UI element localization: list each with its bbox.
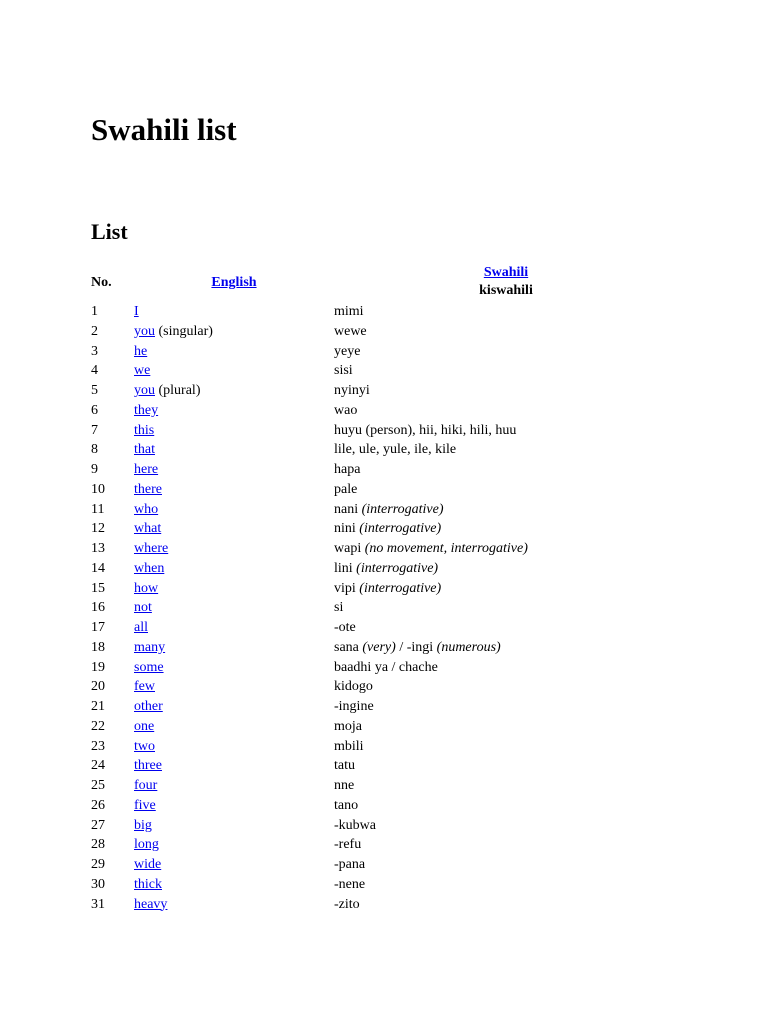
english-word-link[interactable]: four: [134, 778, 158, 793]
english-word-link[interactable]: thick: [134, 876, 162, 892]
english-cell: [134, 796, 156, 816]
table-row: [91, 816, 731, 836]
swahili-cell: [334, 717, 362, 737]
table-row: [91, 361, 731, 381]
row-number: 10: [91, 481, 105, 497]
row-number: 4: [91, 363, 98, 379]
english-word-link[interactable]: I: [134, 304, 139, 319]
row-number: 28: [91, 837, 105, 853]
english-cell: [134, 598, 152, 618]
row-number: 29: [91, 857, 105, 872]
swahili-cell: [334, 855, 365, 875]
english-note: (plural): [155, 383, 201, 398]
english-cell: [134, 895, 167, 915]
english-word-link[interactable]: he: [134, 343, 148, 359]
english-word-link[interactable]: that: [134, 442, 155, 458]
swahili-text: yeye: [334, 343, 361, 359]
english-cell: [134, 440, 155, 460]
table-row: [91, 539, 731, 559]
swahili-annotation: (very): [362, 639, 396, 655]
swahili-text: mbili: [334, 738, 364, 754]
row-number: 24: [91, 758, 105, 774]
table-row: [91, 835, 731, 855]
row-number: 17: [91, 620, 105, 635]
swahili-cell: [334, 500, 444, 520]
english-cell: [134, 618, 148, 638]
english-cell: [134, 559, 164, 579]
swahili-cell: [334, 796, 358, 816]
english-word-link[interactable]: long: [134, 837, 159, 853]
english-word-link[interactable]: who: [134, 501, 159, 517]
column-header-english: [134, 274, 334, 292]
swahili-cell: [334, 539, 528, 559]
swahili-cell: [334, 638, 501, 658]
swahili-cell: [334, 342, 360, 362]
table-row: [91, 796, 731, 816]
swahili-annotation: (interrogative): [359, 580, 442, 596]
swahili-text: -nene: [334, 876, 366, 892]
english-word-link[interactable]: three: [134, 758, 162, 774]
table-row: [91, 440, 731, 460]
english-word-link[interactable]: you: [134, 323, 155, 339]
swahili-text: pale: [334, 481, 358, 497]
swahili-cell: [334, 302, 364, 322]
english-cell: [134, 638, 165, 658]
swahili-text: nne: [334, 778, 355, 793]
swahili-cell: [334, 875, 365, 895]
row-number: 27: [91, 817, 105, 833]
swahili-annotation: (interrogative): [356, 560, 439, 576]
swahili-cell: [334, 559, 438, 579]
row-number: 20: [91, 679, 105, 695]
english-word-link[interactable]: when: [134, 560, 165, 576]
row-number: 11: [91, 501, 105, 517]
row-number: 14: [91, 560, 105, 576]
english-word-link[interactable]: how: [134, 580, 159, 596]
english-cell: [134, 579, 158, 599]
swahili-annotation: (numerous): [436, 639, 501, 655]
swahili-cell: [334, 440, 456, 460]
swahili-cell: [334, 895, 360, 915]
english-cell: [134, 816, 152, 836]
swahili-text: sisi: [334, 363, 353, 379]
swahili-annotation: (interrogative): [361, 501, 444, 517]
english-word-link[interactable]: all: [134, 620, 148, 635]
table-row: [91, 342, 731, 362]
swahili-text: lile, ule, yule, ile, kile: [334, 442, 457, 458]
row-number: 7: [91, 422, 98, 438]
swahili-cell: [334, 835, 361, 855]
swahili-text: -ingine: [334, 699, 374, 714]
swahili-cell: [334, 401, 357, 421]
english-cell: [134, 717, 154, 737]
swahili-cell: [334, 421, 516, 441]
table-row: [91, 855, 731, 875]
english-word-link[interactable]: heavy: [134, 896, 168, 912]
english-word-link[interactable]: not: [134, 600, 152, 616]
swahili-text: vipi: [334, 580, 360, 596]
row-number: 13: [91, 541, 105, 556]
row-number: 18: [91, 639, 105, 655]
swahili-cell: [334, 697, 374, 717]
english-cell: [134, 658, 164, 678]
english-cell: [134, 342, 147, 362]
english-word-link[interactable]: you: [134, 383, 155, 398]
swahili-cell: [334, 579, 441, 599]
table-row: [91, 519, 731, 539]
english-word-link[interactable]: this: [134, 422, 155, 438]
english-cell: [134, 677, 155, 697]
row-number: 26: [91, 797, 105, 813]
english-cell: [134, 381, 200, 401]
swahili-header-link[interactable]: Swahili: [483, 265, 529, 280]
english-word-link[interactable]: where: [134, 541, 169, 556]
swahili-text: huyu (person), hii, hiki, hili, huu: [334, 422, 517, 438]
table-row: [91, 302, 731, 322]
swahili-cell: [334, 460, 360, 480]
page-title: Swahili list: [91, 112, 237, 147]
column-header-no: No.: [91, 275, 112, 290]
english-cell: [134, 539, 168, 559]
row-number: 25: [91, 778, 105, 793]
swahili-text: nani: [334, 501, 362, 517]
row-number: 5: [91, 383, 98, 398]
table-row: [91, 638, 731, 658]
row-number: 12: [91, 521, 105, 537]
english-word-link[interactable]: other: [134, 699, 163, 714]
swahili-text: tatu: [334, 758, 355, 774]
table-row: [91, 421, 731, 441]
swahili-text: -zito: [334, 896, 360, 912]
swahili-text: moja: [334, 718, 362, 734]
row-number: 9: [91, 462, 98, 477]
table-row: [91, 579, 731, 599]
english-word-link[interactable]: what: [134, 521, 162, 537]
swahili-native-label: kiswahili: [479, 283, 533, 298]
swahili-text: tano: [334, 797, 359, 813]
row-number: 6: [91, 402, 98, 418]
english-cell: [134, 756, 162, 776]
table-row: [91, 875, 731, 895]
english-cell: [134, 737, 155, 757]
table-row: [91, 598, 731, 618]
table-row: [91, 658, 731, 678]
swahili-text: wao: [334, 402, 358, 418]
column-header-swahili: [435, 264, 577, 300]
swahili-text: nyinyi: [334, 383, 370, 398]
row-number: 2: [91, 323, 98, 339]
english-cell: [134, 875, 162, 895]
english-word-link[interactable]: wide: [134, 857, 162, 872]
english-cell: [134, 322, 213, 342]
table-row: [91, 480, 731, 500]
english-cell: [134, 697, 163, 717]
english-word-link[interactable]: here: [134, 462, 159, 477]
table-row: [91, 717, 731, 737]
english-cell: [134, 302, 139, 322]
english-word-link[interactable]: we: [134, 363, 151, 379]
row-number: 15: [91, 580, 105, 596]
english-header-link[interactable]: English: [211, 275, 257, 290]
english-cell: [134, 855, 161, 875]
swahili-annotation: (interrogative): [359, 521, 442, 537]
english-cell: [134, 480, 162, 500]
swahili-cell: [334, 361, 353, 381]
english-cell: [134, 519, 161, 539]
english-word-link[interactable]: some: [134, 659, 164, 675]
swahili-cell: [334, 598, 343, 618]
english-cell: [134, 460, 158, 480]
row-number: 23: [91, 738, 105, 754]
row-number: 31: [91, 896, 105, 912]
table-row: [91, 559, 731, 579]
table-row: [91, 460, 731, 480]
english-cell: [134, 776, 157, 796]
english-note: (singular): [155, 323, 213, 339]
table-row: [91, 677, 731, 697]
table-header: [91, 262, 731, 302]
row-number: 1: [91, 304, 98, 319]
swahili-text: -ote: [334, 620, 356, 635]
english-word-link[interactable]: big: [134, 817, 152, 833]
swahili-cell: [334, 322, 367, 342]
swahili-cell: [334, 756, 355, 776]
swahili-text: kidogo: [334, 679, 373, 695]
table-row: [91, 381, 731, 401]
swahili-annotation: (no movement, interrogative): [364, 541, 528, 556]
table-row: [91, 401, 731, 421]
swahili-text: -kubwa: [334, 817, 376, 833]
row-number: 19: [91, 659, 105, 675]
row-number: 3: [91, 343, 98, 359]
swahili-cell: [334, 677, 373, 697]
table-row: [91, 895, 731, 915]
english-word-link[interactable]: there: [134, 481, 162, 497]
swahili-text: mimi: [334, 304, 364, 319]
swahili-text: wewe: [334, 323, 367, 339]
swahili-cell: [334, 480, 357, 500]
table-row: [91, 776, 731, 796]
swahili-cell: [334, 816, 376, 836]
swahili-cell: [334, 658, 438, 678]
row-number: 21: [91, 699, 105, 714]
swahili-cell: [334, 381, 370, 401]
english-word-link[interactable]: five: [134, 797, 156, 813]
swahili-cell: [334, 776, 354, 796]
table-row: [91, 756, 731, 776]
english-cell: [134, 401, 158, 421]
row-number: 22: [91, 718, 105, 734]
table-row: [91, 500, 731, 520]
swahili-text: sana: [334, 639, 363, 655]
english-word-link[interactable]: two: [134, 738, 155, 754]
english-word-link[interactable]: many: [134, 639, 166, 655]
swahili-cell: [334, 737, 364, 757]
row-number: 30: [91, 876, 105, 892]
word-list: [91, 302, 731, 914]
english-cell: [134, 835, 159, 855]
english-word-link[interactable]: few: [134, 679, 155, 695]
english-word-link[interactable]: they: [134, 402, 159, 418]
swahili-text: baadhi ya / chache: [334, 659, 438, 675]
row-number: 16: [91, 600, 105, 616]
table-row: [91, 618, 731, 638]
table-row: [91, 737, 731, 757]
section-title: List: [91, 219, 128, 244]
table-row: [91, 322, 731, 342]
english-word-link[interactable]: one: [134, 718, 155, 734]
swahili-cell: [334, 618, 356, 638]
swahili-text: si: [334, 600, 344, 616]
swahili-text: wapi: [334, 541, 365, 556]
swahili-text: -pana: [334, 857, 366, 872]
english-cell: [134, 500, 158, 520]
swahili-text: -refu: [334, 837, 362, 853]
swahili-text: nini: [334, 521, 360, 537]
swahili-text: / -ingi: [395, 639, 437, 655]
row-number: 8: [91, 442, 98, 458]
swahili-text: hapa: [334, 462, 361, 477]
english-cell: [134, 361, 150, 381]
english-cell: [134, 421, 154, 441]
swahili-text: lini: [334, 560, 357, 576]
swahili-cell: [334, 519, 441, 539]
table-row: [91, 697, 731, 717]
